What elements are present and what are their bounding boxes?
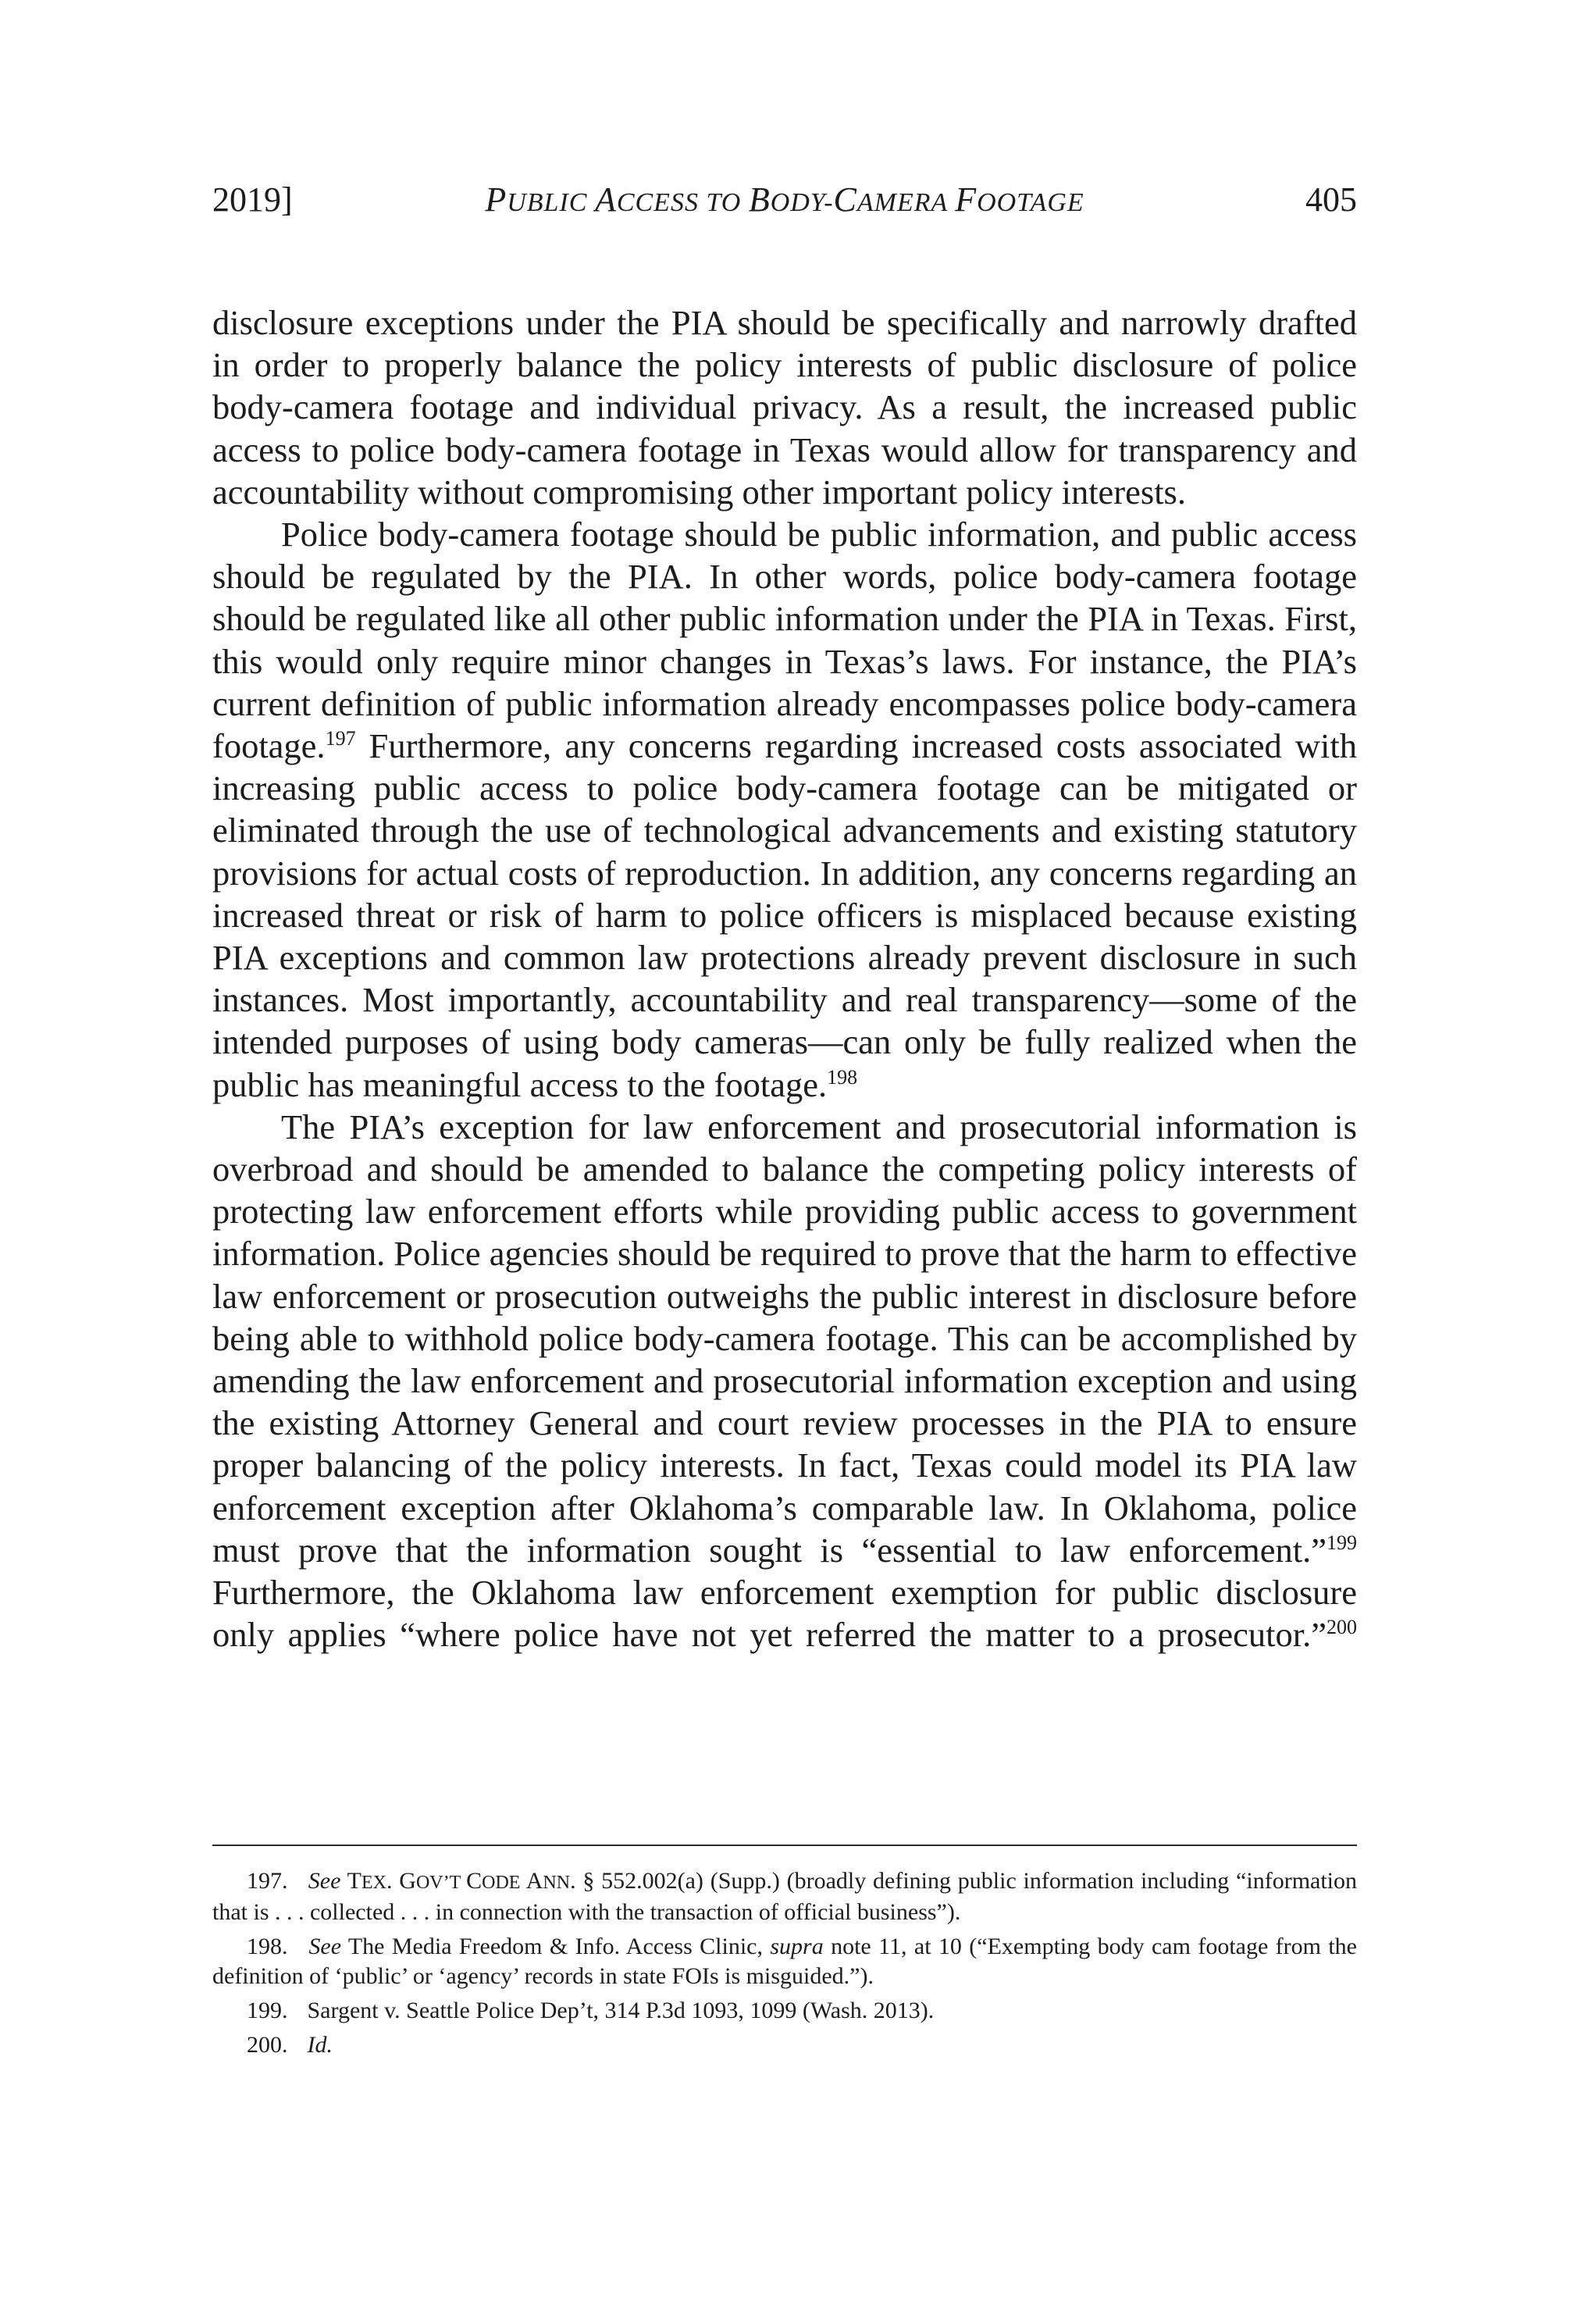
paragraph-1: disclosure exceptions under the PIA should be specifically and narrowly drafted in order to properly balance the policy interests of public disclosure of police body-camera footage and individual privacy. As a result, the increased public access to police body-camera footage in Texas would allow for transparency and accountability without compromising other important policy interests. bbox=[212, 303, 1357, 511]
footnote-197: 197. See TEX. GOV’T CODE ANN. § 552.002(a) (Supp.) (broadly defining public information including “information that is . . . collected . . . in connection with the transaction of official business”). bbox=[212, 1868, 1358, 1925]
footnote-ref-197: 197 bbox=[325, 727, 356, 750]
footnote-199: 199. Sargent v. Seattle Police Dep’t, 314 P.3d 1093, 1099 (Wash. 2013). bbox=[247, 1998, 935, 2023]
footnote-ref-200: 200 bbox=[1327, 1616, 1357, 1639]
running-header bbox=[212, 176, 1357, 223]
article-title: PUBLIC ACCESS TO BODY-CAMERA FOOTAGE bbox=[485, 180, 1084, 219]
paragraph-2: Police body-camera footage should be public information, and public access should be regulated by the PIA. In other words, police body-camera footage should be regulated like all other public information under the PIA in Texas. First, this would only require minor changes in Texas’s laws. For instance, the PIA’s current definition of public information already encompasses police body-camera footage.$^{197}$ Furthermore, any concerns regarding increased costs associated with increasing public access to police body-camera footage can be mitigated or eliminated through the use of technological advancements and existing statutory provisions for actual costs of reproduction. In addition, any concerns regarding an increased threat or risk of harm to police officers is misplaced because existing PIA exceptions and common law protections already prevent disclosure in such instances. Most importantly, accountability and real transparency—some of the intended purposes of using body cameras—can only be fully realized when the public has meaningful access to the footage.$^{198}$ bbox=[212, 515, 1357, 1104]
body-text bbox=[212, 301, 1357, 1656]
footnote-divider bbox=[212, 1845, 1357, 1846]
header-year: 2019] bbox=[212, 180, 293, 219]
footnotes bbox=[212, 1866, 1357, 2065]
page-number: 405 bbox=[1305, 180, 1357, 219]
footnote-198: 198. See The Media Freedom & Info. Access Clinic, supra note 11, at 10 (“Exempting body cam footage from the definition of ‘public’ or ‘agency’ records in state FOIs is misguided.”). bbox=[212, 1934, 1357, 1989]
paragraph-3: The PIA’s exception for law enforcement and prosecutorial information is overbroad and should be amended to balance the competing policy interests of protecting law enforcement efforts while providing public access to government information. Police agencies should be required to prove that the harm to effective law enforcement or prosecution outweighs the public interest in disclosure before being able to withhold police body-camera footage. This can be accomplished by amending the law enforcement and prosecutorial information exception and using the existing Attorney General and court review processes in the PIA to ensure proper balancing of the policy interests. In fact, Texas could model its PIA law enforcement exception after Oklahoma’s comparable law. In Oklahoma, police must prove that the information sought is “essential to law enforcement.”$^{199}$ Furthermore, the Oklahoma law enforcement exemption for public disclosure only applies “where police have not yet referred the matter to a prosecutor.”$^{200}$ bbox=[212, 1107, 1357, 1655]
footnote-200: 200. Id. bbox=[247, 2032, 333, 2058]
footnote-ref-198: 198 bbox=[827, 1065, 858, 1089]
footnote-ref-199: 199 bbox=[1327, 1531, 1357, 1555]
